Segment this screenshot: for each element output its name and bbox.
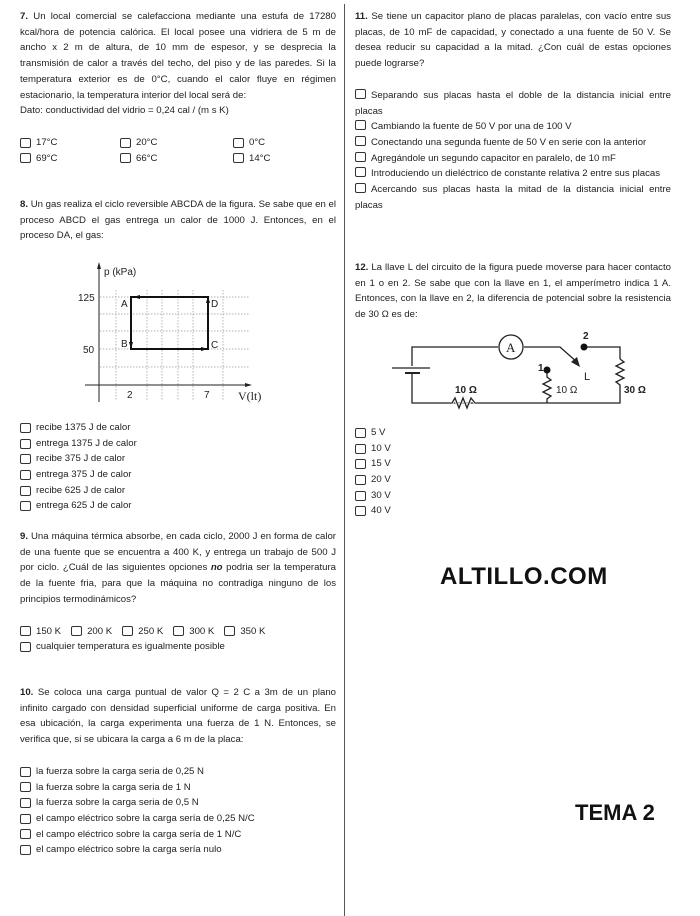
- option-checkbox[interactable]: recibe 1375 J de calor: [20, 420, 336, 436]
- option-checkbox[interactable]: Acercando sus placas hasta la mitad de la distancia inicial entre placas: [355, 184, 671, 211]
- option-checkbox[interactable]: Conectando una segunda fuente de 50 V en serie con la anterior: [355, 135, 671, 151]
- pv-diagram: [0, 250, 345, 415]
- ammeter-label: A: [506, 340, 516, 355]
- option-checkbox[interactable]: recibe 375 J de calor: [20, 451, 336, 467]
- question-8-text: 8. Un gas realiza el ciclo reversible ABCDA de la figura. Se sabe que en el proceso ABCD el gas entrega un calor de 1000 J. Entonces, en el proceso DA, el gas:: [20, 199, 336, 242]
- contact-1: [544, 367, 551, 374]
- resistor-label: 10 Ω: [455, 385, 477, 396]
- column-divider: [344, 4, 345, 916]
- point-label: C: [211, 340, 219, 351]
- switch-lever: [524, 347, 578, 363]
- question-11: [355, 9, 671, 213]
- option-checkbox[interactable]: entrega 1375 J de calor: [20, 436, 336, 452]
- point-label: D: [211, 299, 219, 310]
- question-8-options: [20, 420, 336, 514]
- option-checkbox[interactable]: 30 V: [355, 488, 671, 504]
- contact-1-label: 1: [538, 363, 544, 374]
- resistor-10-middle: [543, 373, 551, 403]
- question-9: [20, 529, 336, 655]
- question-11-text: 11. Se tiene un capacitor plano de placas paralelas, con vacío entre sus placas, de 10 mF de capacidad, y conectado a una fuente de 50 V. Se desea reducir su capacidad a la mitad. ¿Con cuál de estas opciones puede lograrse?: [355, 11, 671, 70]
- option-checkbox[interactable]: el campo eléctrico sobre la carga sería nulo: [20, 842, 336, 858]
- y-tick: 125: [78, 293, 95, 304]
- option-checkbox[interactable]: 66°C: [120, 151, 233, 167]
- circuit-diagram: [380, 325, 660, 420]
- option-checkbox[interactable]: Cambiando la fuente de 50 V por una de 100 V: [355, 119, 671, 135]
- y-axis-label: p (kPa): [104, 267, 137, 278]
- question-7-options: [20, 135, 336, 166]
- wire: [412, 347, 498, 366]
- question-10-text: 10. Se coloca una carga puntual de valor Q = 2 C a 3m de un plano infinito cargado con densidad superficial uniforme de carga positiva. En esa ubicación, la carga experimenta una fuerza de 1 N. Entonces, se verifica que, si se ubicara la carga a 6 m de la placa:: [20, 687, 336, 746]
- option-checkbox[interactable]: 14°C: [233, 151, 333, 167]
- resistor-30: [412, 359, 624, 403]
- option-checkbox[interactable]: 300 K: [173, 624, 214, 640]
- cycle-abcd: [131, 297, 208, 349]
- contact-2-label: 2: [583, 331, 589, 342]
- question-10: [20, 685, 336, 858]
- option-checkbox[interactable]: la fuerza sobre la carga seria de 0,25 N: [20, 764, 336, 780]
- option-checkbox[interactable]: 250 K: [122, 624, 163, 640]
- question-10-options: [20, 764, 336, 858]
- question-9-text: 9. Una máquina térmica absorbe, en cada ciclo, 2000 J en forma de calor de una fuente que se encuentra a 400 K, y entrega un trabajo de 500 J por ciclo. ¿Cuál de las siguientes opciones no podria ser la temperatura de la fuente fria, para que la máquina no contradiga ninguno de los principios termodinámicos?: [20, 531, 336, 605]
- question-12: [355, 260, 671, 323]
- option-checkbox[interactable]: la fuerza sobre la carga seria de 0,5 N: [20, 795, 336, 811]
- y-axis-arrow-icon: [97, 262, 101, 269]
- question-12-options: [355, 425, 671, 519]
- x-axis-label: V(lt): [238, 389, 262, 403]
- exam-version-label: TEMA 2: [575, 800, 655, 825]
- question-9-options: [20, 624, 336, 640]
- option-checkbox[interactable]: 15 V: [355, 456, 671, 472]
- x-tick: 7: [204, 390, 210, 401]
- x-axis-arrow-icon: [245, 383, 252, 387]
- option-checkbox[interactable]: entrega 375 J de calor: [20, 467, 336, 483]
- option-checkbox[interactable]: 20°C: [120, 135, 233, 151]
- point-label: A: [121, 299, 128, 310]
- option-checkbox[interactable]: la fuerza sobre la carga seria de 1 N: [20, 780, 336, 796]
- option-checkbox[interactable]: el campo eléctrico sobre la carga sería de 1 N/C: [20, 827, 336, 843]
- option-checkbox[interactable]: 0°C: [233, 135, 333, 151]
- arrow-icon: [129, 342, 133, 349]
- option-checkbox[interactable]: cualquier temperatura es igualmente posible: [20, 639, 336, 655]
- site-watermark: ALTILLO.COM: [440, 563, 608, 590]
- question-8: [20, 197, 336, 244]
- option-checkbox[interactable]: 10 V: [355, 441, 671, 457]
- y-tick: 50: [83, 345, 95, 356]
- option-checkbox[interactable]: 17°C: [20, 135, 120, 151]
- option-checkbox[interactable]: recibe 625 J de calor: [20, 483, 336, 499]
- option-checkbox[interactable]: Separando sus placas hasta el doble de la distancia inicial entre placas: [355, 89, 671, 117]
- switch-label: L: [584, 371, 591, 383]
- option-checkbox[interactable]: 350 K: [224, 624, 265, 640]
- question-12-text: 12. La llave L del circuito de la figura puede moverse para hacer contacto en 1 o en 2. Se sabe que con la llave en 1, el amperímetro indica 1 A. Entonces, con la llave en 2, la diferencia de potencial sobre la resistencia de 30 Ω es de:: [355, 262, 671, 321]
- option-checkbox[interactable]: 150 K: [20, 624, 61, 640]
- point-label: B: [121, 339, 128, 350]
- resistor-label: 10 Ω: [556, 385, 578, 396]
- option-checkbox[interactable]: 40 V: [355, 503, 671, 519]
- question-11-options: [355, 88, 671, 214]
- option-checkbox[interactable]: entrega 625 J de calor: [20, 498, 336, 514]
- question-7: [20, 9, 336, 166]
- option-checkbox[interactable]: 69°C: [20, 151, 120, 167]
- option-checkbox[interactable]: 5 V: [355, 425, 671, 441]
- option-checkbox[interactable]: 200 K: [71, 624, 112, 640]
- arrow-icon: [133, 295, 140, 299]
- contact-2: [581, 344, 588, 351]
- wire: [584, 347, 620, 359]
- x-tick: 2: [127, 390, 133, 401]
- resistor-label: 30 Ω: [624, 385, 646, 396]
- option-checkbox[interactable]: Introduciendo un dieléctrico de constante relativa 2 entre sus placas: [355, 166, 671, 182]
- question-7-dato: Dato: conductividad del vidrio = 0,24 cal / (m s K): [20, 105, 229, 117]
- arrow-icon: [201, 347, 208, 351]
- option-checkbox[interactable]: 20 V: [355, 472, 671, 488]
- option-checkbox[interactable]: el campo eléctrico sobre la carga sería de 0,25 N/C: [20, 811, 336, 827]
- option-checkbox[interactable]: Agregándole un segundo capacitor en paralelo, de 10 mF: [355, 151, 671, 167]
- question-7-text: 7. Un local comercial se calefacciona mediante una estufa de 17280 kcal/hora de potencia calórica. El local posee una vidriera de 5 m de ancho x 2 m de altura, de 10 mm de espesor, y se desprecia la transmisión de calor a través del techo, del piso y de las paredes. Si la temperatura exterior es de 0°C, cuando el calor fluye en régimen estacionario, la temperatura interior del local será de:: [20, 11, 336, 101]
